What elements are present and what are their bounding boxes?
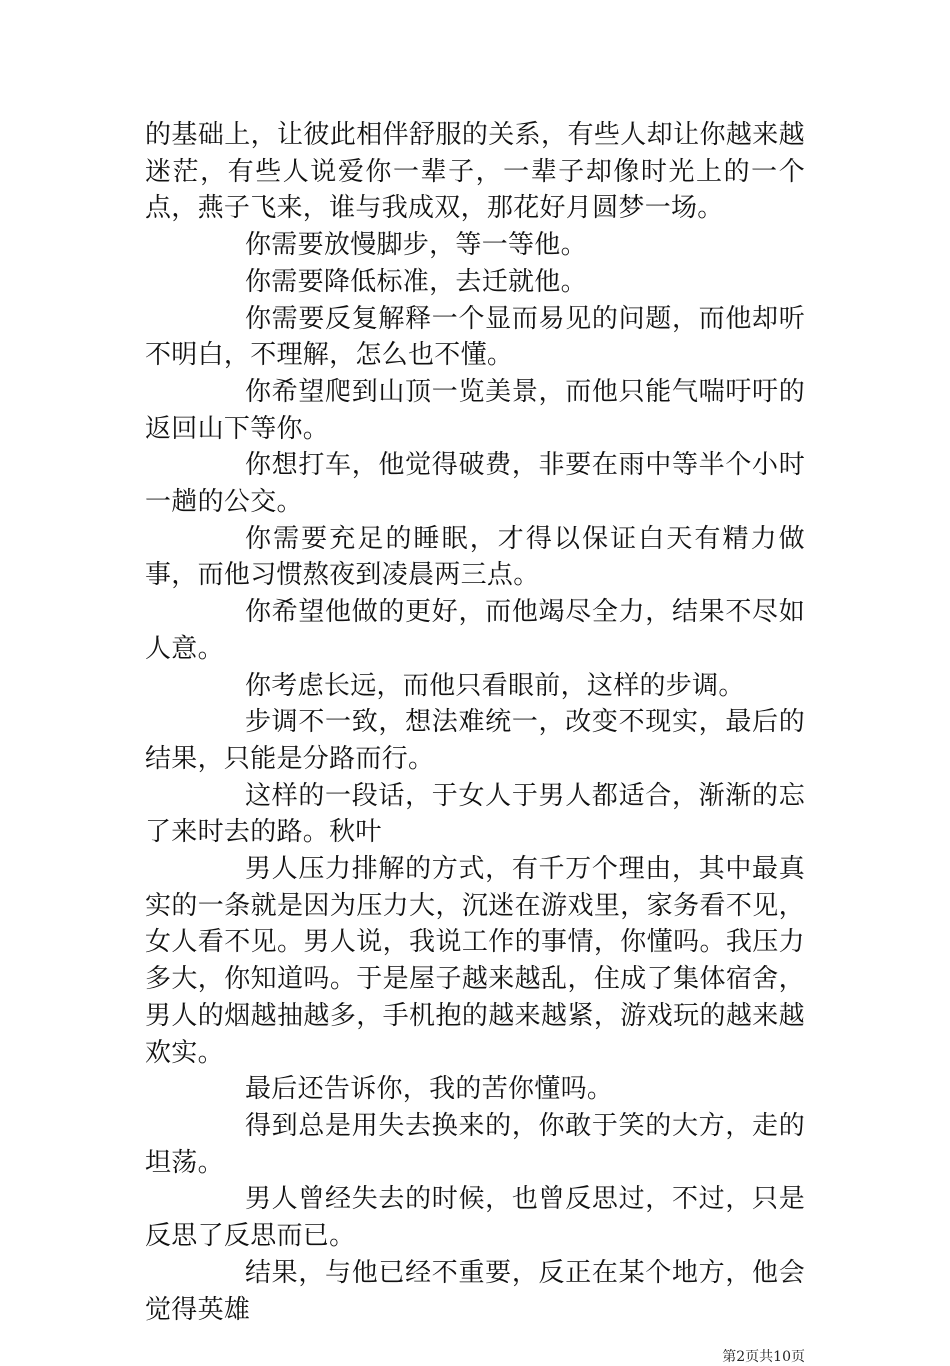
page-number: 第2页共10页: [722, 1349, 805, 1366]
paragraph: 你希望爬到山顶一览美景，而他只能气喘吁吁的返回山下等你。: [145, 376, 805, 444]
paragraph: 你需要放慢脚步，等一等他。: [245, 230, 587, 261]
paragraph: 得到总是用失去换来的，你敢于笑的大方，走的坦荡。: [145, 1110, 805, 1178]
paragraph: 这样的一段话，于女人于男人都适合，渐渐的忘了来时去的路。秋叶: [145, 780, 805, 848]
paragraph: 你考虑长远，而他只看眼前，这样的步调。: [245, 670, 745, 701]
document-page: [145, 117, 805, 1366]
paragraph: 男人压力排解的方式，有千万个理由，其中最真实的一条就是因为压力大，沉迷在游戏里，家务看不见，女人看不见。男人说，我说工作的事情，你懂吗。我压力多大，你知道吗。于是屋子越来越乱，住成了集体宿舍，男人的烟越抽越多，手机抱的越来越紧，游戏玩的越来越欢实。: [145, 854, 805, 1068]
paragraph: 男人曾经失去的时候，也曾反思过，不过，只是反思了反思而已。: [145, 1184, 805, 1252]
paragraph: 你想打车，他觉得破费，非要在雨中等半个小时一趟的公交。: [145, 450, 805, 518]
paragraph: 你需要充足的睡眠，才得以保证白天有精力做事，而他习惯熬夜到凌晨两三点。: [145, 523, 805, 591]
paragraph: 你需要降低标准，去迁就他。: [245, 266, 587, 297]
paragraph: 步调不一致，想法难统一，改变不现实，最后的结果，只能是分路而行。: [145, 707, 805, 774]
paragraph: 结果，与他已经不重要，反正在某个地方，他会觉得英雄: [145, 1257, 805, 1325]
paragraph: 最后还告诉你，我的苦你懂吗。: [245, 1074, 614, 1105]
paragraph: 你希望他做的更好，而他竭尽全力，结果不尽如人意。: [145, 597, 805, 664]
paragraph: 你需要反复解释一个显而易见的问题，而他却听不明白，不理解，怎么也不懂。: [145, 303, 805, 371]
paragraph: 的基础上，让彼此相伴舒服的关系，有些人却让你越来越迷茫，有些人说爱你一辈子，一辈子却像时光上的一个点，燕子飞来，谁与我成双，那花好月圆梦一场。: [145, 120, 805, 224]
document-body: [145, 117, 805, 1328]
